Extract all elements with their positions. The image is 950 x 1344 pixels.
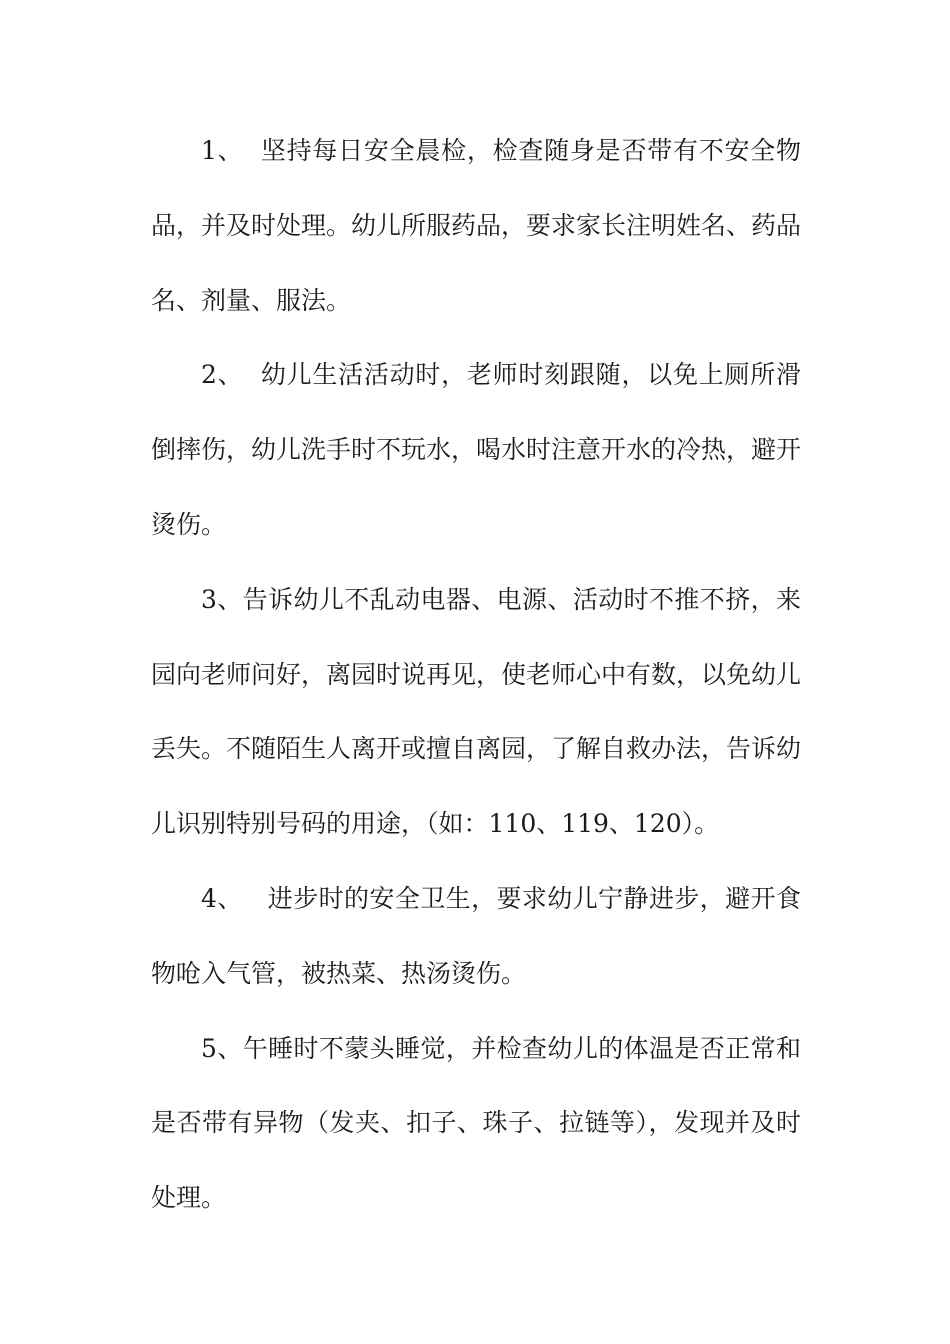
paragraph-4: 4、 进步时的安全卫生，要求幼儿宁静进步，避开食物呛入气管，被热菜、热汤烫伤。: [151, 883, 801, 988]
document-body: [151, 114, 801, 1236]
paragraph-1: 1、 坚持每日安全晨检，检查随身是否带有不安全物品，并及时处理。幼儿所服药品，要求家长注明姓名、药品名、剂量、服法。: [151, 136, 802, 315]
paragraph-3: 3、告诉幼儿不乱动电器、电源、活动时不推不挤，来园向老师问好，离园时说再见，使老师心中有数，以免幼儿丢失。不随陌生人离开或擅自离园，了解自救办法，告诉幼儿识别特别号码的用途，（如：110、119、120）。: [151, 584, 802, 839]
paragraph-5: 5、午睡时不蒙头睡觉，并检查幼儿的体温是否正常和是否带有异物（发夹、扣子、珠子、拉链等），发现并及时处理。: [151, 1033, 801, 1213]
paragraph-2: 2、 幼儿生活活动时，老师时刻跟随，以免上厕所滑倒摔伤，幼儿洗手时不玩水，喝水时注意开水的冷热，避开烫伤。: [151, 360, 802, 539]
